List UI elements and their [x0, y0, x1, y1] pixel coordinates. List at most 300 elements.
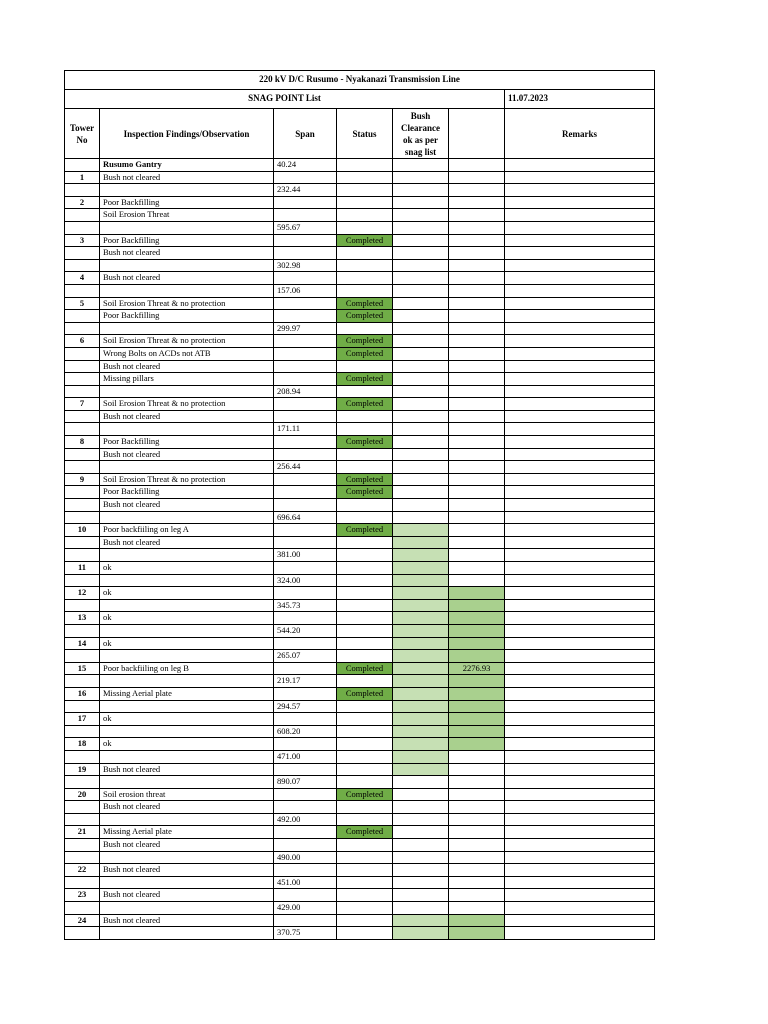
- clearance-total-cell: [449, 624, 505, 637]
- status-cell: [337, 889, 393, 902]
- status-cell: [337, 259, 393, 272]
- remarks-cell: [505, 461, 655, 474]
- observation-cell: [100, 221, 274, 234]
- status-cell: [337, 499, 393, 512]
- status-cell: Completed: [337, 826, 393, 839]
- observation-cell: [100, 650, 274, 663]
- bush-clearance-cell: [393, 360, 449, 373]
- table-row: [65, 398, 655, 411]
- table-row: [65, 624, 655, 637]
- remarks-cell: [505, 826, 655, 839]
- tower-no-cell: [65, 310, 100, 323]
- tower-no-cell: [65, 650, 100, 663]
- span-cell: 451.00: [274, 876, 337, 889]
- span-cell: [274, 398, 337, 411]
- observation-cell: Missing Aerial plate: [100, 826, 274, 839]
- observation-cell: Bush not cleared: [100, 763, 274, 776]
- span-cell: [274, 637, 337, 650]
- observation-cell: Bush not cleared: [100, 536, 274, 549]
- table-row: [65, 612, 655, 625]
- clearance-total-cell: [449, 612, 505, 625]
- clearance-total-cell: [449, 297, 505, 310]
- table-row: [65, 272, 655, 285]
- span-cell: 265.07: [274, 650, 337, 663]
- remarks-cell: [505, 914, 655, 927]
- span-cell: 544.20: [274, 624, 337, 637]
- remarks-cell: [505, 675, 655, 688]
- bush-clearance-cell: [393, 196, 449, 209]
- table-row: [65, 927, 655, 940]
- status-cell: Completed: [337, 373, 393, 386]
- tower-no-cell: [65, 801, 100, 814]
- remarks-cell: [505, 562, 655, 575]
- span-cell: 157.06: [274, 284, 337, 297]
- observation-cell: Bush not cleared: [100, 448, 274, 461]
- clearance-total-cell: [449, 259, 505, 272]
- bush-clearance-cell: [393, 159, 449, 172]
- snag-point-table: [64, 70, 655, 940]
- clearance-total-cell: [449, 209, 505, 222]
- status-cell: Completed: [337, 335, 393, 348]
- table-row: [65, 826, 655, 839]
- remarks-cell: [505, 423, 655, 436]
- observation-cell: Soil Erosion Threat & no protection: [100, 473, 274, 486]
- clearance-total-cell: [449, 864, 505, 877]
- bush-clearance-cell: [393, 322, 449, 335]
- observation-cell: Bush not cleared: [100, 360, 274, 373]
- tower-no-cell: [65, 410, 100, 423]
- tower-no-cell: [65, 347, 100, 360]
- bush-clearance-cell: [393, 738, 449, 751]
- clearance-total-cell: [449, 562, 505, 575]
- bush-clearance-cell: [393, 624, 449, 637]
- table-row: [65, 562, 655, 575]
- tower-no-cell: 9: [65, 473, 100, 486]
- bush-clearance-cell: [393, 511, 449, 524]
- table-row: [65, 448, 655, 461]
- status-cell: [337, 587, 393, 600]
- tower-no-cell: [65, 700, 100, 713]
- table-row: [65, 234, 655, 247]
- clearance-total-cell: [449, 536, 505, 549]
- remarks-cell: [505, 196, 655, 209]
- table-row: [65, 284, 655, 297]
- clearance-total-cell: [449, 335, 505, 348]
- remarks-cell: [505, 713, 655, 726]
- status-cell: [337, 385, 393, 398]
- span-cell: [274, 864, 337, 877]
- table-row: [65, 536, 655, 549]
- status-cell: [337, 713, 393, 726]
- status-cell: [337, 461, 393, 474]
- remarks-cell: [505, 700, 655, 713]
- observation-cell: Bush not cleared: [100, 801, 274, 814]
- remarks-cell: [505, 864, 655, 877]
- span-cell: [274, 297, 337, 310]
- bush-clearance-cell: [393, 473, 449, 486]
- bush-clearance-cell: [393, 574, 449, 587]
- status-cell: [337, 675, 393, 688]
- span-cell: 608.20: [274, 725, 337, 738]
- table-row: [65, 322, 655, 335]
- tower-no-cell: 3: [65, 234, 100, 247]
- bush-clearance-cell: [393, 335, 449, 348]
- bush-clearance-cell: [393, 687, 449, 700]
- observation-cell: [100, 385, 274, 398]
- span-cell: [274, 562, 337, 575]
- table-row: [65, 171, 655, 184]
- span-cell: 299.97: [274, 322, 337, 335]
- remarks-cell: [505, 662, 655, 675]
- remarks-cell: [505, 851, 655, 864]
- bush-clearance-cell: [393, 385, 449, 398]
- span-cell: [274, 801, 337, 814]
- report-date: 11.07.2023: [505, 90, 655, 109]
- status-cell: [337, 511, 393, 524]
- span-cell: [274, 171, 337, 184]
- clearance-total-cell: [449, 373, 505, 386]
- remarks-cell: [505, 536, 655, 549]
- status-cell: [337, 272, 393, 285]
- clearance-total-cell: [449, 725, 505, 738]
- tower-no-cell: [65, 902, 100, 915]
- status-cell: [337, 221, 393, 234]
- status-cell: Completed: [337, 788, 393, 801]
- table-row: [65, 763, 655, 776]
- clearance-total-cell: [449, 801, 505, 814]
- clearance-total-cell: [449, 675, 505, 688]
- status-cell: [337, 247, 393, 260]
- table-row: [65, 788, 655, 801]
- observation-cell: Rusumo Gantry: [100, 159, 274, 172]
- remarks-cell: [505, 738, 655, 751]
- clearance-total-cell: [449, 171, 505, 184]
- clearance-total-cell: [449, 247, 505, 260]
- status-cell: [337, 159, 393, 172]
- header-observation: Inspection Findings/Observation: [100, 109, 274, 159]
- bush-clearance-cell: [393, 801, 449, 814]
- remarks-cell: [505, 788, 655, 801]
- observation-cell: Poor backfiiling on leg A: [100, 524, 274, 537]
- table-row: [65, 310, 655, 323]
- status-cell: [337, 801, 393, 814]
- status-cell: [337, 599, 393, 612]
- observation-cell: ok: [100, 637, 274, 650]
- remarks-cell: [505, 813, 655, 826]
- clearance-total-cell: [449, 310, 505, 323]
- status-cell: [337, 322, 393, 335]
- status-cell: [337, 184, 393, 197]
- status-cell: [337, 776, 393, 789]
- table-row: [65, 839, 655, 852]
- observation-cell: [100, 927, 274, 940]
- clearance-total-cell: [449, 763, 505, 776]
- span-cell: [274, 310, 337, 323]
- bush-clearance-cell: [393, 851, 449, 864]
- tower-no-cell: [65, 927, 100, 940]
- tower-no-cell: 4: [65, 272, 100, 285]
- bush-clearance-cell: [393, 234, 449, 247]
- bush-clearance-cell: [393, 423, 449, 436]
- span-cell: 324.00: [274, 574, 337, 587]
- table-row: [65, 499, 655, 512]
- status-cell: [337, 284, 393, 297]
- bush-clearance-cell: [393, 889, 449, 902]
- remarks-cell: [505, 624, 655, 637]
- remarks-cell: [505, 902, 655, 915]
- observation-cell: Soil Erosion Threat & no protection: [100, 335, 274, 348]
- tower-no-cell: [65, 461, 100, 474]
- observation-cell: Bush not cleared: [100, 914, 274, 927]
- clearance-total-cell: [449, 813, 505, 826]
- remarks-cell: [505, 599, 655, 612]
- table-row: [65, 473, 655, 486]
- clearance-total-cell: [449, 385, 505, 398]
- observation-cell: Poor Backfilling: [100, 234, 274, 247]
- span-cell: 492.00: [274, 813, 337, 826]
- span-cell: [274, 826, 337, 839]
- status-cell: Completed: [337, 398, 393, 411]
- tower-no-cell: [65, 750, 100, 763]
- clearance-total-cell: [449, 889, 505, 902]
- span-cell: 294.57: [274, 700, 337, 713]
- span-cell: [274, 473, 337, 486]
- table-row: [65, 713, 655, 726]
- observation-cell: [100, 675, 274, 688]
- observation-cell: Bush not cleared: [100, 864, 274, 877]
- observation-cell: Poor backfiiling on leg B: [100, 662, 274, 675]
- status-cell: Completed: [337, 297, 393, 310]
- observation-cell: Missing pillars: [100, 373, 274, 386]
- observation-cell: Soil erosion threat: [100, 788, 274, 801]
- table-row: [65, 902, 655, 915]
- table-row: [65, 184, 655, 197]
- clearance-total-cell: [449, 272, 505, 285]
- tower-no-cell: [65, 159, 100, 172]
- clearance-total-cell: [449, 524, 505, 537]
- status-cell: Completed: [337, 473, 393, 486]
- tower-no-cell: 22: [65, 864, 100, 877]
- status-cell: Completed: [337, 524, 393, 537]
- tower-no-cell: [65, 486, 100, 499]
- title-row: [65, 71, 655, 90]
- clearance-total-cell: [449, 549, 505, 562]
- column-header-row: [65, 109, 655, 159]
- table-row: [65, 159, 655, 172]
- bush-clearance-cell: [393, 549, 449, 562]
- table-row: [65, 373, 655, 386]
- remarks-cell: [505, 587, 655, 600]
- status-cell: [337, 725, 393, 738]
- observation-cell: Poor Backfilling: [100, 310, 274, 323]
- clearance-total-cell: [449, 637, 505, 650]
- tower-no-cell: 15: [65, 662, 100, 675]
- bush-clearance-cell: [393, 284, 449, 297]
- span-cell: [274, 738, 337, 751]
- observation-cell: [100, 184, 274, 197]
- status-cell: [337, 763, 393, 776]
- span-cell: 370.75: [274, 927, 337, 940]
- clearance-total-cell: [449, 284, 505, 297]
- bush-clearance-cell: [393, 536, 449, 549]
- bush-clearance-cell: [393, 562, 449, 575]
- span-cell: 890.07: [274, 776, 337, 789]
- bush-clearance-cell: [393, 587, 449, 600]
- observation-cell: Bush not cleared: [100, 410, 274, 423]
- table-row: [65, 549, 655, 562]
- tower-no-cell: [65, 259, 100, 272]
- bush-clearance-cell: [393, 826, 449, 839]
- remarks-cell: [505, 272, 655, 285]
- observation-cell: Wrong Bolts on ACDs not ATB: [100, 347, 274, 360]
- status-cell: Completed: [337, 662, 393, 675]
- observation-cell: [100, 423, 274, 436]
- status-cell: [337, 171, 393, 184]
- tower-no-cell: [65, 284, 100, 297]
- remarks-cell: [505, 750, 655, 763]
- span-cell: [274, 612, 337, 625]
- tower-no-cell: [65, 813, 100, 826]
- status-cell: [337, 562, 393, 575]
- span-cell: [274, 524, 337, 537]
- remarks-cell: [505, 159, 655, 172]
- status-cell: Completed: [337, 486, 393, 499]
- observation-cell: [100, 750, 274, 763]
- table-row: [65, 687, 655, 700]
- status-cell: [337, 574, 393, 587]
- observation-cell: [100, 624, 274, 637]
- observation-cell: [100, 876, 274, 889]
- remarks-cell: [505, 524, 655, 537]
- span-cell: 302.98: [274, 259, 337, 272]
- observation-cell: ok: [100, 713, 274, 726]
- observation-cell: [100, 259, 274, 272]
- remarks-cell: [505, 373, 655, 386]
- bush-clearance-cell: [393, 247, 449, 260]
- header-status: Status: [337, 109, 393, 159]
- tower-no-cell: [65, 209, 100, 222]
- clearance-total-cell: [449, 750, 505, 763]
- clearance-total-cell: [449, 700, 505, 713]
- table-row: [65, 851, 655, 864]
- remarks-cell: [505, 763, 655, 776]
- clearance-total-cell: [449, 448, 505, 461]
- tower-no-cell: [65, 385, 100, 398]
- status-cell: [337, 612, 393, 625]
- clearance-total-cell: [449, 499, 505, 512]
- bush-clearance-cell: [393, 763, 449, 776]
- status-cell: Completed: [337, 436, 393, 449]
- table-row: [65, 486, 655, 499]
- tower-no-cell: [65, 675, 100, 688]
- tower-no-cell: 17: [65, 713, 100, 726]
- status-cell: [337, 536, 393, 549]
- clearance-total-cell: [449, 574, 505, 587]
- bush-clearance-cell: [393, 864, 449, 877]
- span-cell: [274, 486, 337, 499]
- span-cell: [274, 347, 337, 360]
- span-cell: [274, 335, 337, 348]
- bush-clearance-cell: [393, 700, 449, 713]
- bush-clearance-cell: [393, 448, 449, 461]
- clearance-total-cell: 2276.93: [449, 662, 505, 675]
- tower-no-cell: 16: [65, 687, 100, 700]
- span-cell: [274, 713, 337, 726]
- tower-no-cell: [65, 373, 100, 386]
- table-row: [65, 297, 655, 310]
- tower-no-cell: 13: [65, 612, 100, 625]
- table-row: [65, 700, 655, 713]
- observation-cell: Soil Erosion Threat: [100, 209, 274, 222]
- bush-clearance-cell: [393, 725, 449, 738]
- span-cell: 256.44: [274, 461, 337, 474]
- clearance-total-cell: [449, 486, 505, 499]
- status-cell: [337, 839, 393, 852]
- remarks-cell: [505, 398, 655, 411]
- span-cell: [274, 234, 337, 247]
- table-row: [65, 574, 655, 587]
- remarks-cell: [505, 310, 655, 323]
- bush-clearance-cell: [393, 750, 449, 763]
- span-cell: 219.17: [274, 675, 337, 688]
- observation-cell: Bush not cleared: [100, 499, 274, 512]
- observation-cell: [100, 725, 274, 738]
- table-row: [65, 889, 655, 902]
- table-row: [65, 662, 655, 675]
- status-cell: Completed: [337, 347, 393, 360]
- span-cell: 381.00: [274, 549, 337, 562]
- bush-clearance-cell: [393, 637, 449, 650]
- bush-clearance-cell: [393, 612, 449, 625]
- table-row: [65, 335, 655, 348]
- clearance-total-cell: [449, 347, 505, 360]
- remarks-cell: [505, 473, 655, 486]
- remarks-cell: [505, 876, 655, 889]
- remarks-cell: [505, 209, 655, 222]
- observation-cell: Bush not cleared: [100, 272, 274, 285]
- tower-no-cell: [65, 536, 100, 549]
- span-cell: [274, 499, 337, 512]
- status-cell: [337, 864, 393, 877]
- tower-no-cell: [65, 360, 100, 373]
- observation-cell: Poor Backfilling: [100, 436, 274, 449]
- status-cell: [337, 738, 393, 751]
- table-row: [65, 221, 655, 234]
- status-cell: [337, 813, 393, 826]
- table-row: [65, 461, 655, 474]
- tower-no-cell: 6: [65, 335, 100, 348]
- remarks-cell: [505, 436, 655, 449]
- bush-clearance-cell: [393, 776, 449, 789]
- table-row: [65, 776, 655, 789]
- status-cell: [337, 624, 393, 637]
- table-row: [65, 347, 655, 360]
- tower-no-cell: [65, 839, 100, 852]
- table-row: [65, 259, 655, 272]
- table-row: [65, 410, 655, 423]
- status-cell: [337, 914, 393, 927]
- bush-clearance-cell: [393, 410, 449, 423]
- remarks-cell: [505, 184, 655, 197]
- span-cell: [274, 587, 337, 600]
- remarks-cell: [505, 410, 655, 423]
- table-row: [65, 209, 655, 222]
- tower-no-cell: [65, 184, 100, 197]
- clearance-total-cell: [449, 587, 505, 600]
- remarks-cell: [505, 725, 655, 738]
- span-cell: 232.44: [274, 184, 337, 197]
- remarks-cell: [505, 549, 655, 562]
